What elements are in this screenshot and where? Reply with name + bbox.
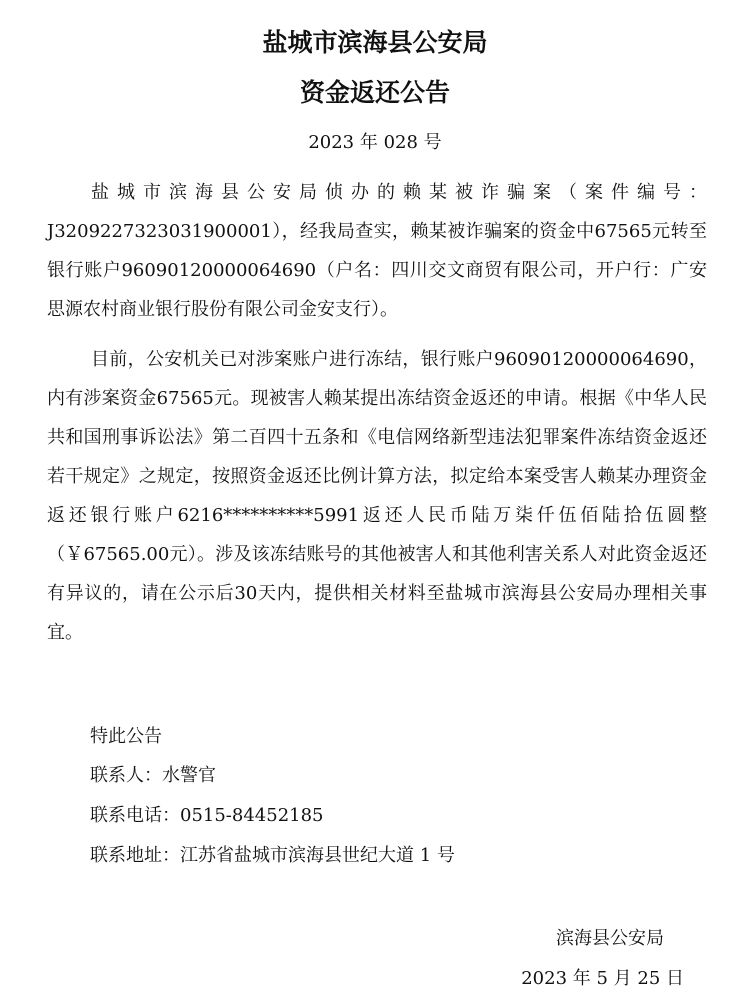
contact-person: 联系人：水警官 bbox=[90, 765, 216, 786]
issuer-signature: 滨海县公安局 bbox=[556, 928, 664, 949]
contact-address: 联系地址：江苏省盐城市滨海县世纪大道 1 号 bbox=[90, 845, 455, 866]
issue-date: 2023 年 5 月 25 日 bbox=[521, 968, 684, 989]
closing-text: 特此公告 bbox=[90, 726, 162, 747]
document-subtitle: 资金返还公告 bbox=[299, 78, 450, 107]
contact-phone: 联系电话：0515-84452185 bbox=[90, 805, 324, 826]
document-title: 盐城市滨海县公安局 bbox=[262, 28, 488, 57]
body-paragraph-2: 目前，公安机关已对涉案账户进行冻结，银行账户96090120000064690，内有涉案资金67565元。现被害人赖某提出冻结资金返还的申请。根据《中华人民共和国刑事诉讼法》第二百四十五条和《电信网络新型违法犯罪案件冻结资金返还若干规定》之规定，按照资金返还比例计算方法，拟定给本案受害人赖某办理资金返还银行账户6216**********5991返还人民币陆万柒仟伍佰陆拾伍圆整（￥67565.00元）。涉及该冻结账号的其他被害人和其他利害关系人对此资金返还有异议的，请在公示后30天内，提供相关材料至盐城市滨海县公安局办理相关事宜。 bbox=[47, 349, 707, 643]
document-number: 2023 年 028 号 bbox=[308, 132, 442, 153]
body-paragraph-1: 盐城市滨海县公安局侦办的赖某被诈骗案（案件编号：J3209227323031900001），经我局查实，赖某被诈骗案的资金中67565元转至银行账户96090120000064690（户名：四川交文商贸有限公司，开户行：广安思源农村商业银行股份有限公司金安支行）。 bbox=[47, 182, 707, 320]
